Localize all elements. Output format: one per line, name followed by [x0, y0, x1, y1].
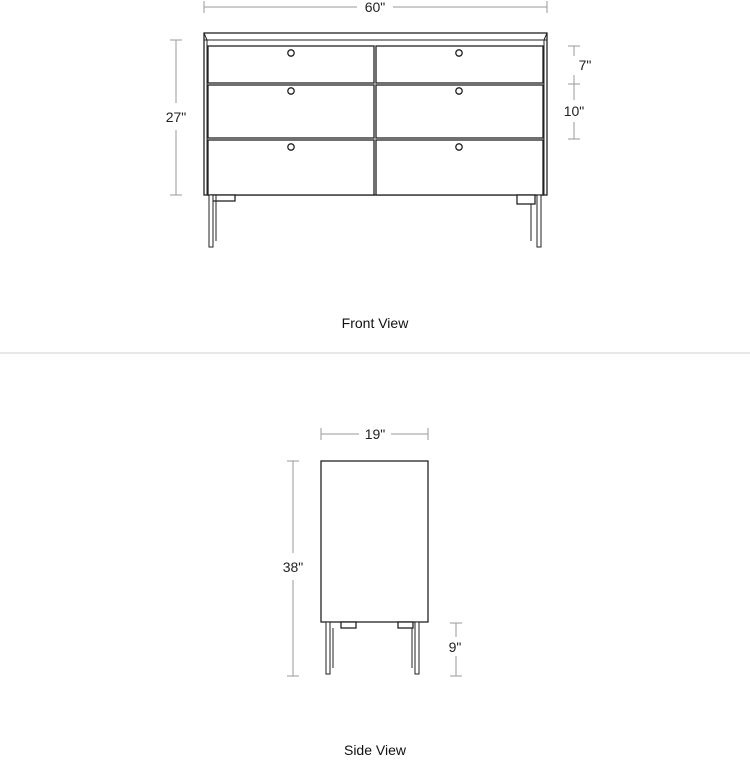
width-label: 60" — [364, 0, 386, 15]
width-dimension — [204, 0, 547, 15]
drawer-dimensions — [564, 46, 592, 139]
side-panel — [321, 461, 428, 622]
knob — [456, 144, 462, 150]
side-view — [283, 426, 462, 758]
leg-bracket-left — [211, 195, 235, 201]
front-view — [166, 0, 592, 331]
front-dresser-drawing — [204, 33, 547, 247]
side-view-caption: Side View — [343, 742, 407, 758]
drawer-large-label: 10" — [563, 103, 585, 119]
side-leg-back — [415, 622, 419, 674]
front-view-caption: Front View — [341, 315, 409, 331]
side-leg-bracket-back — [398, 622, 413, 628]
leg-front-right — [537, 195, 541, 247]
knob — [288, 50, 294, 56]
side-dresser-drawing — [321, 461, 428, 674]
knob — [456, 50, 462, 56]
leg-height-dimension — [449, 623, 462, 676]
leg-bracket-right — [517, 195, 535, 204]
overall-height-dimension — [283, 461, 304, 676]
leg-height-label: 9" — [448, 639, 462, 655]
height-label: 27" — [165, 109, 187, 125]
knob — [456, 88, 462, 94]
side-leg-front — [326, 622, 330, 674]
drawer-small-label: 7" — [578, 57, 592, 73]
knob — [288, 88, 294, 94]
depth-label: 19" — [364, 426, 386, 442]
depth-dimension — [321, 426, 428, 442]
knob — [288, 144, 294, 150]
height-dimension — [166, 40, 187, 195]
side-leg-bracket-front — [341, 622, 356, 628]
leg-front-left — [209, 195, 213, 247]
overall-height-label: 38" — [282, 559, 304, 575]
